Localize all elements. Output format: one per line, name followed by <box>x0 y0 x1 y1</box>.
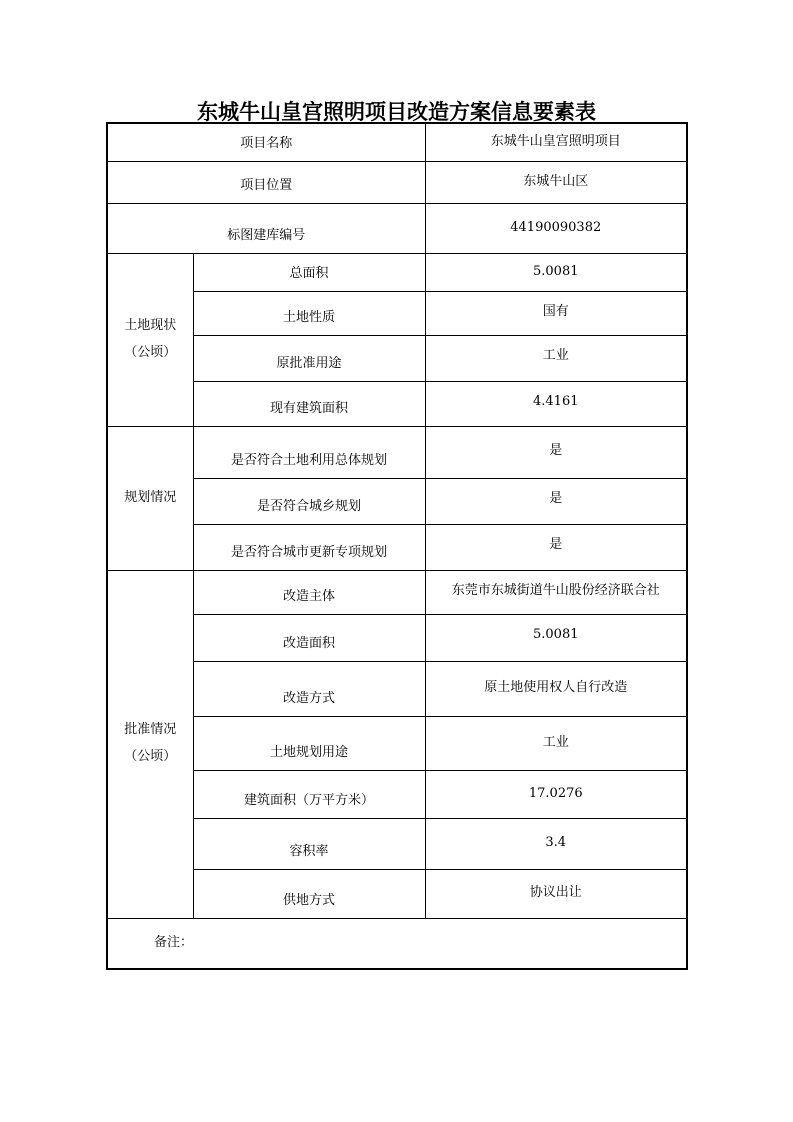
table-row-project-name <box>108 124 686 161</box>
renovation-method-label: 改造方式 <box>193 661 425 716</box>
land-status-group-label: 土地现状 <box>124 317 177 333</box>
planning-group-cell <box>108 426 193 570</box>
land-status-group-cell <box>108 253 193 426</box>
planned-land-use-label: 土地规划用途 <box>193 716 425 770</box>
renovation-subject-value: 东莞市东城街道牛山股份经济联合社 <box>425 570 686 614</box>
project-name-label: 项目名称 <box>108 124 425 161</box>
existing-building-area-label: 现有建筑面积 <box>193 381 425 426</box>
planning-group-label: 规划情况 <box>124 489 177 505</box>
existing-building-area-value: 4.4161 <box>425 381 686 426</box>
renovation-method-value: 原土地使用权人自行改造 <box>425 661 686 716</box>
table-row-land-use-plan <box>108 426 686 478</box>
info-table-frame <box>106 122 688 970</box>
land-use-plan-value: 是 <box>425 426 686 478</box>
land-supply-method-value: 协议出让 <box>425 869 686 918</box>
land-status-group-unit: （公顷） <box>124 344 177 360</box>
renovation-area-value: 5.0081 <box>425 614 686 661</box>
total-area-value: 5.0081 <box>425 253 686 291</box>
renovation-subject-label: 改造主体 <box>193 570 425 614</box>
project-location-label: 项目位置 <box>108 161 425 203</box>
table-row-renovation-subject <box>108 570 686 614</box>
urban-rural-plan-value: 是 <box>425 478 686 524</box>
table-row-building-area <box>108 770 686 818</box>
table-row-original-use <box>108 335 686 381</box>
project-name-value: 东城牛山皇宫照明项目 <box>425 124 686 161</box>
table-row-urban-renewal-plan <box>108 524 686 570</box>
original-use-value: 工业 <box>425 335 686 381</box>
table-row-plot-ratio <box>108 818 686 869</box>
approval-group-cell <box>108 570 193 918</box>
land-nature-label: 土地性质 <box>193 291 425 335</box>
approval-group-unit: （公顷） <box>124 749 177 764</box>
table-row-land-nature <box>108 291 686 335</box>
map-db-code-value: 44190090382 <box>425 203 686 253</box>
urban-rural-plan-label: 是否符合城乡规划 <box>193 478 425 524</box>
building-area-value: 17.0276 <box>425 770 686 818</box>
info-table <box>108 124 686 969</box>
table-row-remarks <box>108 918 686 969</box>
table-row-map-db-code <box>108 203 686 253</box>
project-location-value: 东城牛山区 <box>425 161 686 203</box>
land-supply-method-label: 供地方式 <box>193 869 425 918</box>
table-row-existing-building-area <box>108 381 686 426</box>
map-db-code-label: 标图建库编号 <box>108 203 425 253</box>
approval-group-label: 批准情况 <box>124 722 177 738</box>
table-row-planned-land-use <box>108 716 686 770</box>
land-use-plan-label: 是否符合土地利用总体规划 <box>193 426 425 478</box>
plot-ratio-value: 3.4 <box>425 818 686 869</box>
table-row-total-area <box>108 253 686 291</box>
table-row-urban-rural-plan <box>108 478 686 524</box>
plot-ratio-label: 容积率 <box>193 818 425 869</box>
land-nature-value: 国有 <box>425 291 686 335</box>
table-row-land-supply-method <box>108 869 686 918</box>
page-title: 东城牛山皇宫照明项目改造方案信息要素表 <box>197 99 596 124</box>
table-row-renovation-method <box>108 661 686 716</box>
building-area-label: 建筑面积（万平方米） <box>193 770 425 818</box>
renovation-area-label: 改造面积 <box>193 614 425 661</box>
total-area-label: 总面积 <box>193 253 425 291</box>
urban-renewal-plan-label: 是否符合城市更新专项规划 <box>193 524 425 570</box>
table-row-project-location <box>108 161 686 203</box>
remarks-label: 备注： <box>108 918 686 969</box>
planned-land-use-value: 工业 <box>425 716 686 770</box>
original-use-label: 原批准用途 <box>193 335 425 381</box>
table-row-renovation-area <box>108 614 686 661</box>
urban-renewal-plan-value: 是 <box>425 524 686 570</box>
